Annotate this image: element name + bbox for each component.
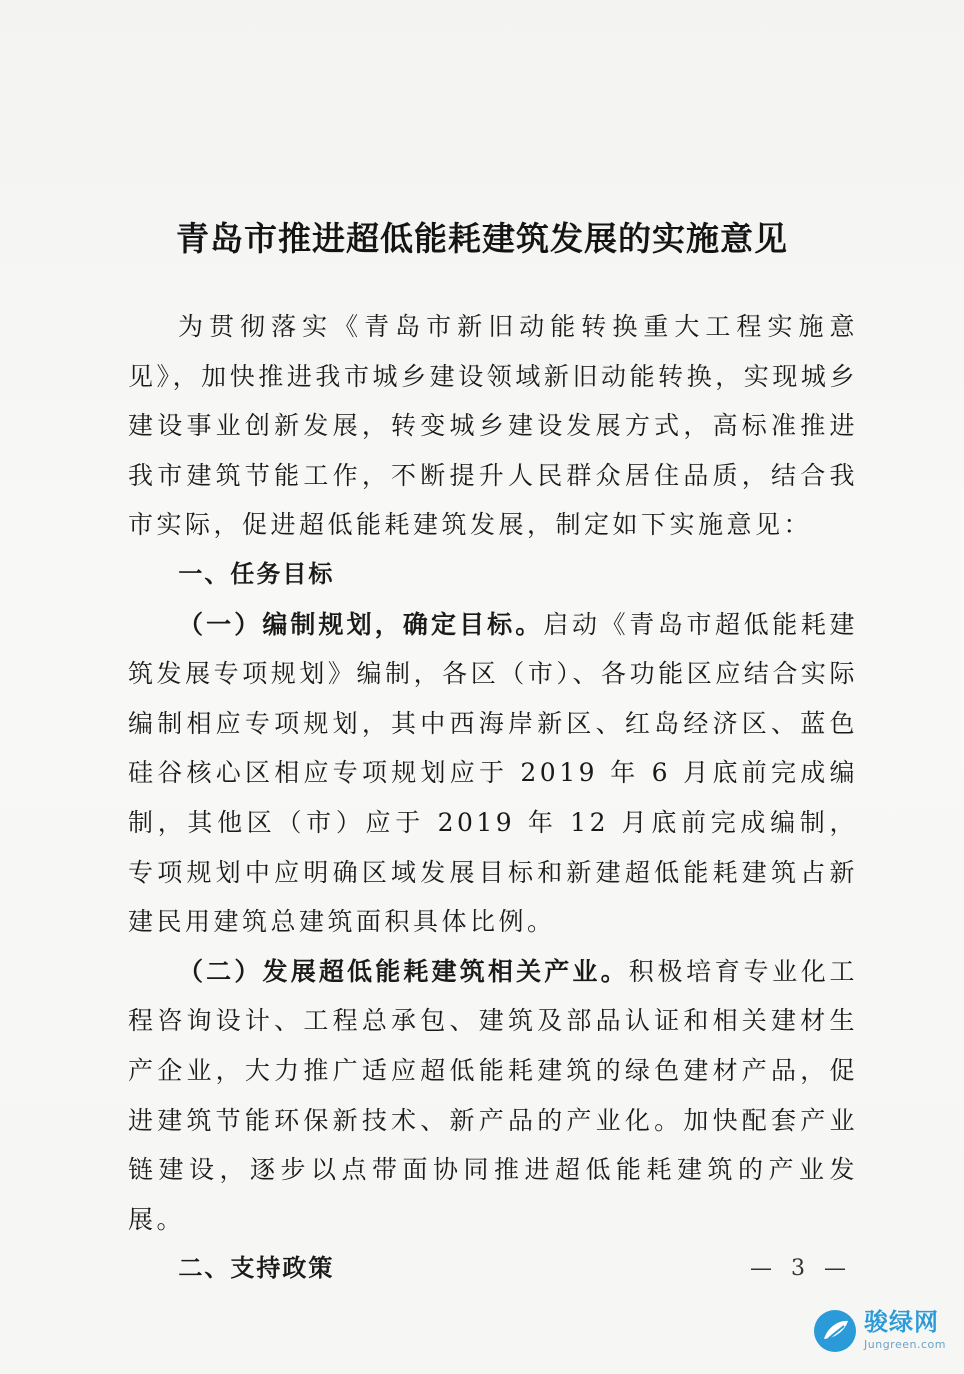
watermark-url: Jungreen.com	[864, 1338, 946, 1351]
leaf-logo-icon	[812, 1308, 858, 1354]
section-heading-support-policy: 二、支持政策	[178, 1254, 335, 1283]
section-heading-task-goals: 一、任务目标	[178, 559, 335, 588]
item-1-lead: （一）编制规划，确定目标。	[178, 609, 544, 639]
item-1-body: 启动《青岛市超低能耗建筑发展专项规划》编制，各区（市）、各功能区应结合实际编制相应专项规划，其中西海岸新区、红岛经济区、蓝色硅谷核心区相应专项规划应于 2019 年 6 月底前完成编制，其他区（市）应于 2019 年 12 月底前完成编制，专项规划中应明确区域发展目标和新建超低能耗建筑占新建民用建筑总建筑面积具体比例。	[128, 609, 858, 937]
watermark-name: 骏绿网	[864, 1308, 939, 1336]
item-2-body: 积极培育专业化工程咨询设计、工程总承包、建筑及部品认证和相关建材生产企业，大力推广适应超低能耗建筑的绿色建材产品，促进建筑节能环保新技术、新产品的产业化。加快配套产业链建设，逐步以点带面协同推进超低能耗建筑的产业发展。	[128, 956, 858, 1234]
item-2-lead: （二）发展超低能耗建筑相关产业。	[178, 956, 629, 986]
item-2-paragraph	[128, 947, 858, 1245]
page-number: — 3 —	[750, 1256, 852, 1281]
intro-paragraph: 为贯彻落实《青岛市新旧动能转换重大工程实施意见》，加快推进我市城乡建设领域新旧动能转换，实现城乡建设事业创新发展，转变城乡建设发展方式，高标准推进我市建筑节能工作，不断提升人民群众居住品质，结合我市实际，促进超低能耗建筑发展，制定如下实施意见：	[128, 312, 858, 540]
document-title: 青岛市推进超低能耗建筑发展的实施意见	[176, 219, 788, 258]
watermark	[812, 1302, 952, 1358]
document-body	[128, 302, 858, 1294]
item-1-paragraph	[128, 600, 858, 947]
